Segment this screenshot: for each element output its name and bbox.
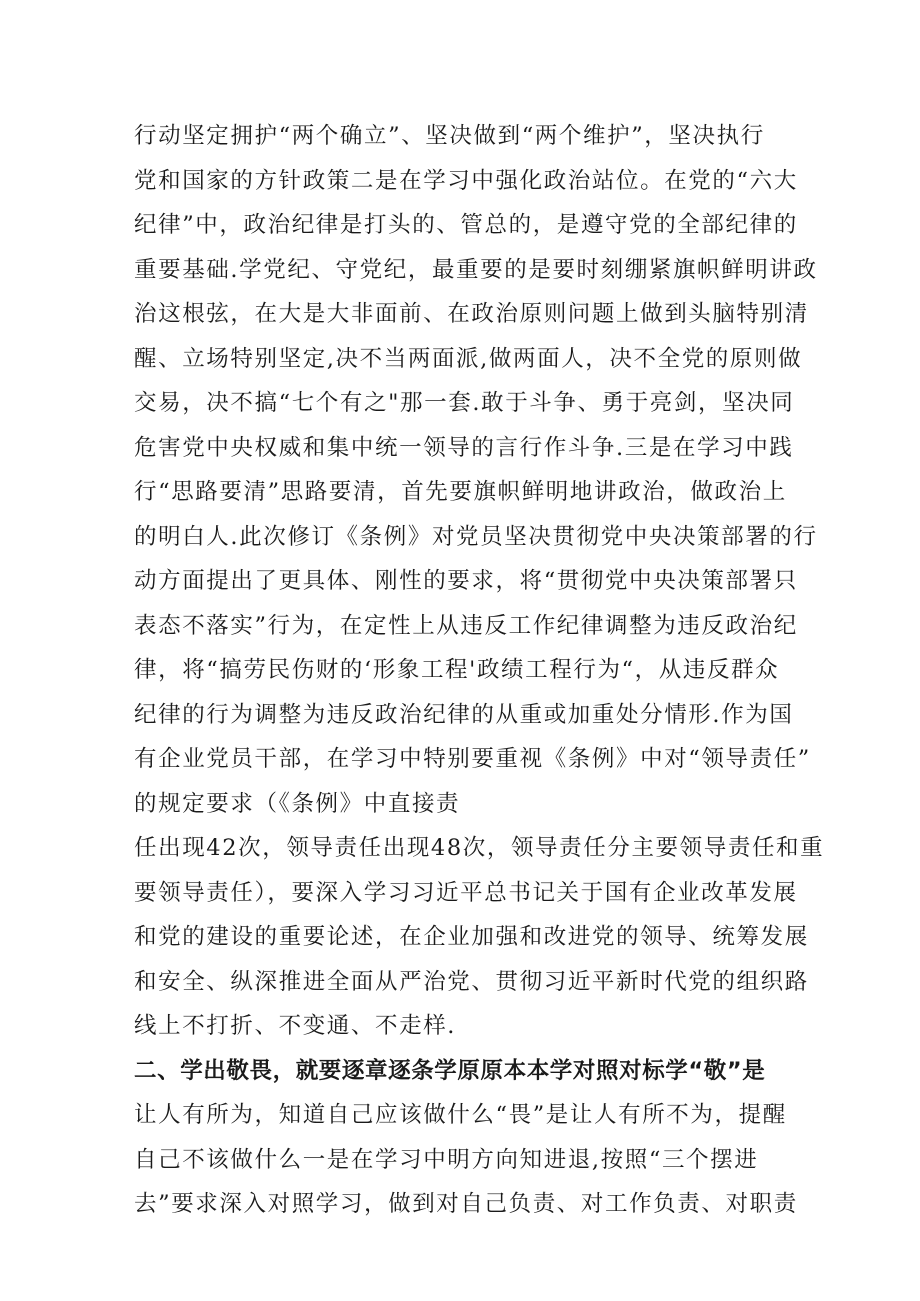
text-line: 任出现42次，领导责任出现48次，领导责任分主要领导责任和重 [134,835,825,861]
text-line: 自己不该做什么一是在学习中明方向知进退,按照“三个摆进 [134,1146,759,1173]
text-line: 表态不落实”行为，在定性上从违反工作纪律调整为违反政治纪 [134,612,798,639]
text-line: 重要基础.学党纪、守党纪，最重要的是要时刻绷紧旗帜鲜明讲政 [134,256,818,283]
text-line: 党和国家的方针政策二是在学习中强化政治站位。在党的“六大 [134,167,798,194]
text-line: 的规定要求（《条例》中直接责 [134,790,461,817]
text-line: 纪律的行为调整为违反政治纪律的从重或加重处分情形.作为国 [134,701,794,728]
text-line: 行“思路要清”思路要清，首先要旗帜鲜明地讲政治，做政治上 [134,479,787,505]
text-line: 治这根弦，在大是大非面前、在政治原则问题上做到头脑特别清 [134,301,809,327]
section-heading-line: 二、学出敬畏，就要逐章逐条学原原本本学对照对标学“敬”是 [134,1057,766,1084]
text-line: 让人有所为，知道自己应该做什么“畏”是让人有所不为，提醒 [134,1102,787,1128]
text-line: 和党的建设的重要论述，在企业加强和改进党的领导、统筹发展 [134,924,809,950]
text-line: 要领导责任），要深入学习习近平总书记关于国有企业改革发展 [134,879,798,906]
text-line: 线上不打折、不变通、不走样. [134,1013,457,1039]
text-line: 纪律”中，政治纪律是打头的、管总的，是遵守党的全部纪律的 [134,212,798,238]
text-line: 律，将“搞劳民伤财的‘形象工程'政绩工程行为“，从违反群众 [134,657,780,683]
text-line: 交易，决不搞“七个有之"那一套.敢于斗争、勇于亮剑，坚决同 [134,390,795,416]
text-line: 动方面提出了更具体、刚性的要求，将“贯彻党中央决策部署只 [134,568,798,594]
text-line: 的明白人.此次修订《条例》对党员坚决贯彻党中央决策部署的行 [134,523,818,550]
text-line: 行动坚定拥护“两个确立”、坚决做到“两个维护”，坚决执行 [134,123,765,149]
text-line: 危害党中央权威和集中统一领导的言行作斗争.三是在学习中践 [134,434,794,461]
text-line: 醒、立场特别坚定,决不当两面派,做两面人，决不全党的原则做 [134,345,803,372]
document-body [134,114,825,1227]
text-line: 去”要求深入对照学习，做到对自己负责、对工作负责、对职责 [134,1191,798,1217]
text-line: 有企业党员干部，在学习中特别要重视《条例》中对“领导责任” [134,746,811,772]
text-line: 和安全、纵深推进全面从严治党、贯彻习近平新时代党的组织路 [134,968,809,995]
